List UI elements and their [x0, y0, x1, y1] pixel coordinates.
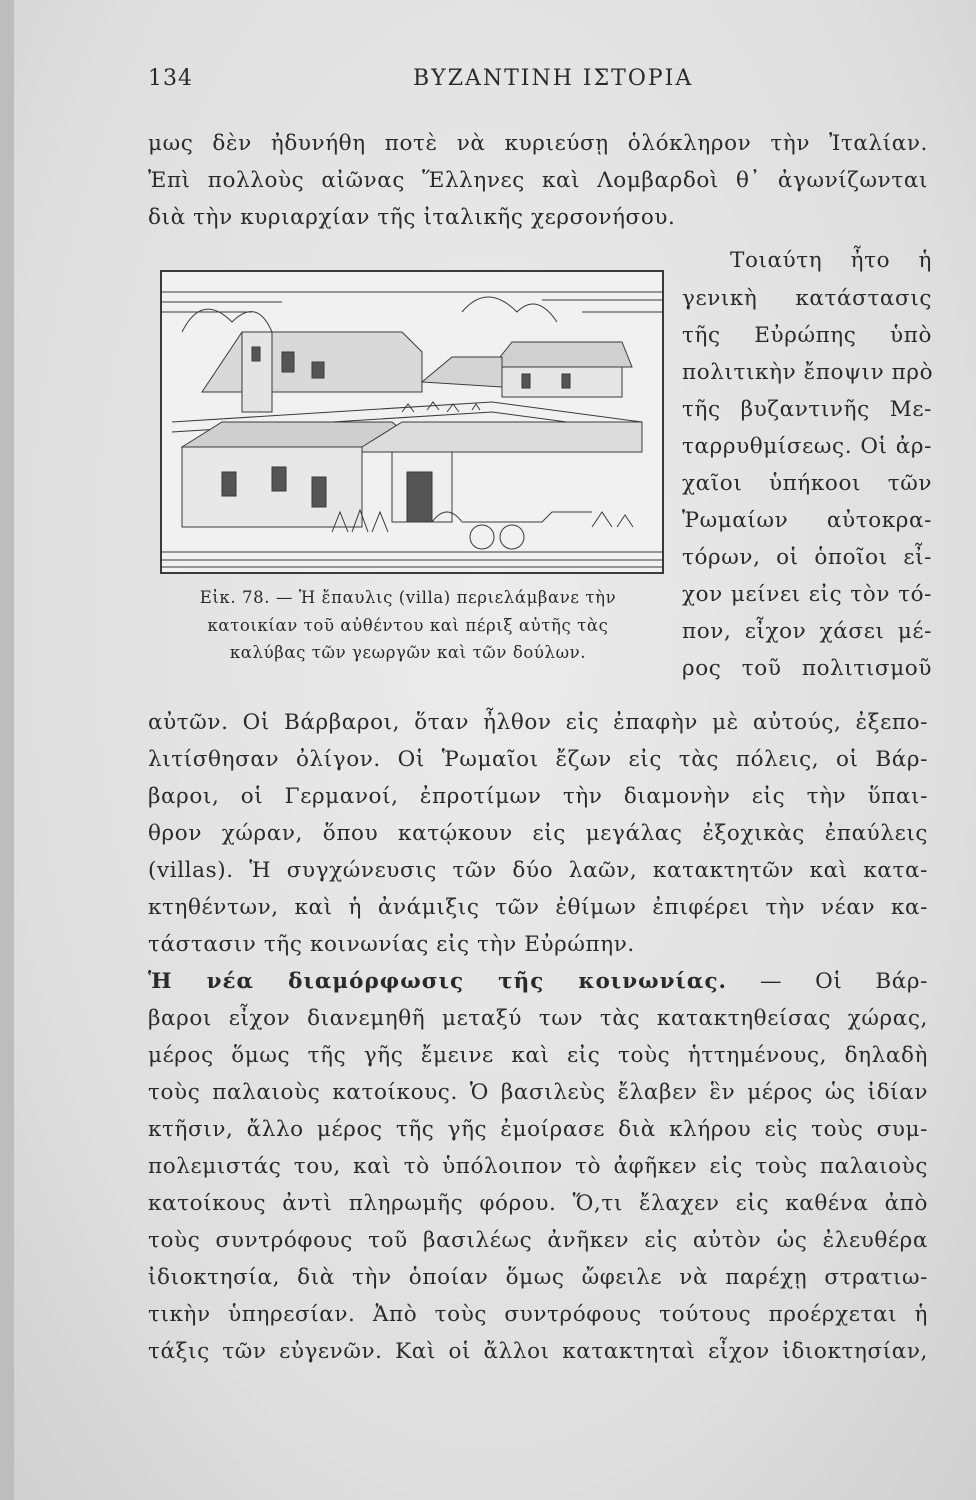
text-line: τάστασιν τῆς κοινωνίας εἰς τὴν Εὐρώπην.	[148, 932, 635, 957]
villa-illustration	[160, 270, 664, 574]
page-edge-shadow	[0, 0, 14, 1500]
text-line: τῆς Εὐρώπης ὑπὸ	[682, 323, 932, 348]
page-header	[148, 66, 928, 96]
text-line: πολεμιστάς του, καὶ τὸ ὑπόλοιπον τὸ ἀφῆκεν εἰς τοὺς παλαιοὺς	[148, 1154, 928, 1179]
figure-caption-line: κατοικίαν τοῦ αὐθέντου καὶ πέριξ αὐτῆς τὰς	[207, 616, 609, 635]
text-line: ταρρυθμίσεως. Οἱ ἀρ-	[682, 434, 932, 459]
villa-engraving	[162, 272, 662, 572]
text-line: λιτίσθησαν ὀλίγον. Οἱ Ῥωμαῖοι ἔζων εἰς τὰς πόλεις, οἱ Βάρ-	[148, 747, 928, 772]
text-line: ρος τοῦ πολιτισμοῦ	[682, 656, 932, 681]
text-line: χαῖοι ὑπήκοοι τῶν	[682, 471, 932, 496]
text-line: μως δὲν ἠδυνήθη ποτὲ νὰ κυριεύσῃ ὁλόκληρον τὴν Ἰταλίαν.	[148, 131, 928, 156]
text-line: Ῥωμαίων αὐτοκρα-	[682, 508, 932, 533]
text-line: αὐτῶν. Οἱ Βάρβαροι, ὅταν ἦλθον εἰς ἐπαφὴν μὲ αὐτούς, ἐξεπο-	[148, 710, 928, 735]
text-line: Τοιαύτη ἦτο ἡ	[730, 248, 932, 273]
text-line: βαροι εἶχον διανεμηθῆ μεταξύ των τὰς κατακτηθείσας χώρας,	[148, 1006, 928, 1031]
text-line: τοὺς παλαιοὺς κατοίκους. Ὁ βασιλεὺς ἔλαβεν ἓν μέρος ὡς ἰδίαν	[148, 1080, 928, 1105]
text-line: τικὴν ὑπηρεσίαν. Ἀπὸ τοὺς συντρόφους τούτους προέρχεται ἡ	[148, 1302, 928, 1327]
text-line: τόρων, οἱ ὁποῖοι εἶ-	[682, 545, 932, 570]
section-heading-line	[148, 965, 928, 999]
text-line: μέρος ὅμως τῆς γῆς ἔμεινε καὶ εἰς τοὺς ἡττημένους, δηλαδὴ	[148, 1043, 928, 1068]
text-line: βαροι, οἱ Γερμανοί, ἐπροτίμων τὴν διαμονὴν εἰς τὴν ὕπαι-	[148, 784, 928, 809]
text-line: τάξις τῶν εὐγενῶν. Καὶ οἱ ἄλλοι κατακτηταὶ εἶχον ἰδιοκτησίαν,	[148, 1339, 928, 1364]
text-line: διὰ τὴν κυριαρχίαν τῆς ἰταλικῆς χερσονήσου.	[148, 205, 676, 230]
text-line: (villas). Ἡ συγχώνευσις τῶν δύο λαῶν, κατακτητῶν καὶ κατα-	[148, 858, 928, 883]
section-heading: Ἡ νέα διαμόρφωσις τῆς κοινωνίας.	[148, 969, 728, 994]
section-heading-continuation: — Οἱ Βάρ-	[760, 969, 928, 994]
text-line: κατοίκους ἀντὶ πληρωμῆς φόρου. Ὅ,τι ἔλαχεν εἰς καθένα ἀπὸ	[148, 1191, 928, 1216]
page-number: 134	[148, 66, 193, 91]
text-line: χον μείνει εἰς τὸν τό-	[682, 582, 932, 607]
text-line: πον, εἶχον χάσει μέ-	[682, 619, 932, 644]
figure-caption-line: Εἰκ. 78. — Ἡ ἔπαυλις (villa) περιελάμβανε τὴν	[199, 588, 617, 607]
running-title: ΒΥΖΑΝΤΙΝΗ ΙΣΤΟΡΙΑ	[413, 66, 694, 91]
text-line: ἰδιοκτησία, διὰ τὴν ὁποίαν ὅμως ὤφειλε νὰ παρέχῃ στρατιω-	[148, 1265, 928, 1290]
text-line: τοὺς συντρόφους τοῦ βασιλέως ἀνῆκεν εἰς αὐτὸν ὡς ἐλευθέρα	[148, 1228, 928, 1253]
text-line: Ἐπὶ πολλοὺς αἰῶνας Ἕλληνες καὶ Λομβαρδοὶ θ᾽ ἀγωνίζωνται	[148, 168, 928, 193]
text-line: πολιτικὴν ἔποψιν πρὸ	[682, 360, 934, 385]
text-line: γενικὴ κατάστασις	[682, 286, 932, 311]
text-line: κτῆσιν, ἄλλο μέρος τῆς γῆς ἐμοίρασε διὰ κλήρου εἰς τοὺς συμ-	[148, 1117, 928, 1142]
figure-caption-line: καλύβας τῶν γεωργῶν καὶ τῶν δούλων.	[229, 643, 587, 662]
text-line: τῆς βυζαντινῆς Με-	[682, 397, 932, 422]
text-line: κτηθέντων, καὶ ἡ ἀνάμιξις τῶν ἐθίμων ἐπιφέρει τὴν νέαν κα-	[148, 895, 928, 920]
text-line: θρον χώραν, ὅπου κατῴκουν εἰς μεγάλας ἐξοχικὰς ἐπαύλεις	[148, 821, 928, 846]
